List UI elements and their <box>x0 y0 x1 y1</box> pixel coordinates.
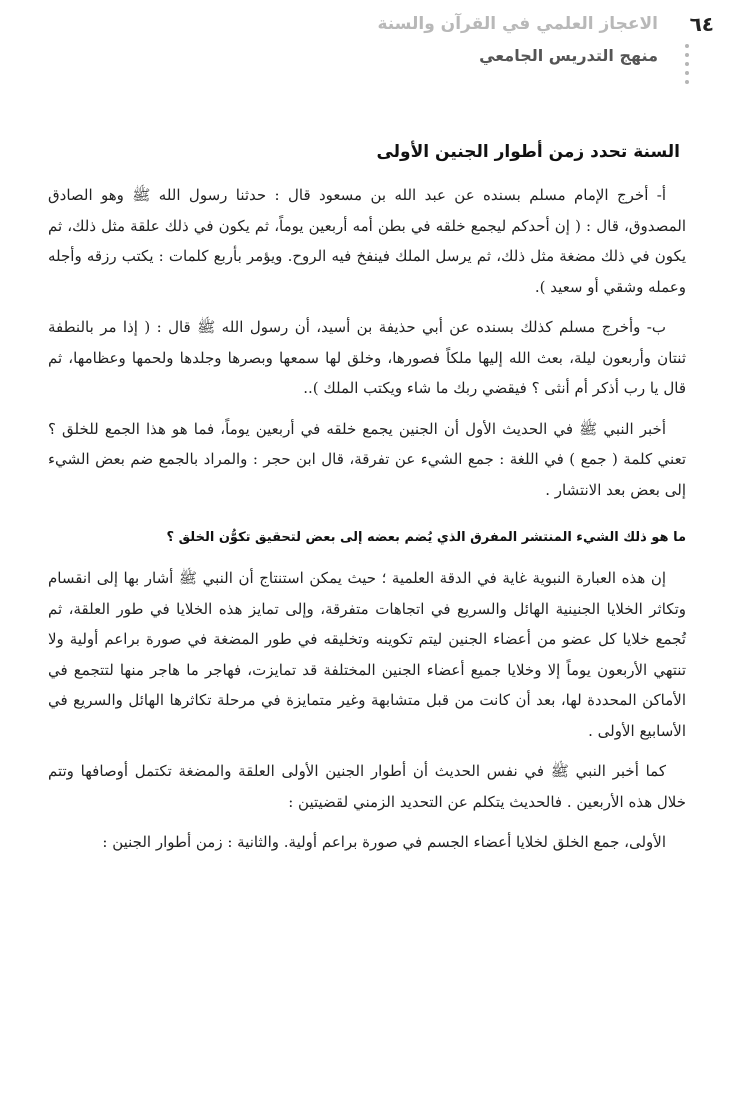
page-body <box>48 138 686 868</box>
paragraph-commentary: أخبر النبي ﷺ في الحديث الأول أن الجنين يجمع خلقه في أربعين يوماً، فما هو هذا الجمع للخلق ؟ تعني كلمة ( جمع ) في اللغة : جمع الشيء عن تفرقة، قال ابن حجر : والمراد بالجمع ضم بعض الشيء إلى بعض بعد الانتشار . <box>48 419 686 499</box>
question-subheading: ما هو ذلك الشيء المنتشر المفرق الذي يُضم بعضه إلى بعض لتحقيق تكوُّن الخلق ؟ <box>166 530 686 545</box>
paragraph-explanation: إن هذه العبارة النبوية غاية في الدقة العلمية ؛ حيث يمكن استنتاج أن النبي ﷺ أشار بها إلى انقسام وتكاثر الخلايا الجنينية الهائل والسريع في اتجاهات متفرقة، وإلى تمايز هذه الخلايا في طور العلقة، ثم تُجمع خلايا كل عضو من أعضاء الجنين ليتم تكوينه وتخليقه في طور المضغة في صورة براعم أولية ولا تنتهي الأربعون يوماً إلا وخلايا جميع أعضاء الجنين المختلفة قد تمايزت، فهاجر ما هاجر منها لتتجمع في الأماكن المحددة لها، بعد أن كانت من قبل متشابهة وغير متمايزة في مرحلة تكاثرها الهائل والسريع في الأسابيع الأولى . <box>48 569 686 740</box>
paragraph-hadith-a: أ- أخرج الإمام مسلم بسنده عن عبد الله بن مسعود قال : حدثنا رسول الله ﷺ وهو الصادق المصدوق، قال : ( إن أحدكم ليجمع خلقه في بطن أمه أربعين يوماً، ثم يكون في ذلك علقة مثل ذلك، ثم يكون في ذلك مضغة مثل ذلك، ثم يرسل الملك فينفخ فيه الروح. ويؤمر بأربع كلمات : يكتب رزقه وأجله وعمله وشقي أو سعيد ). <box>48 186 686 296</box>
page-header <box>20 12 714 87</box>
page-number: ٦٤ <box>689 12 714 36</box>
section-title: منهج التدريس الجامعي <box>479 46 658 65</box>
paragraph-stages: كما أخبر النبي ﷺ في نفس الحديث أن أطوار الجنين الأولى العلقة والمضغة تكتمل أوصافها وتتم خلال هذه الأربعين . فالحديث يتكلم عن التحديد الزمني لقضيتين : <box>48 762 686 811</box>
paragraph-hadith-b: ب- وأخرج مسلم كذلك بسنده عن أبي حذيفة بن أسيد، أن رسول الله ﷺ قال : ( إذا مر بالنطفة ثنتان وأربعون ليلة، بعث الله إليها ملكاً فصورها، وخلق لها سمعها وبصرها وجلدها ولحمها وعظامها، ثم قال يا رب أذكر أم أنثى ؟ فيقضي ربك ما شاء ويكتب الملك ).. <box>48 318 686 397</box>
paragraph-first-issue: الأولى، جمع الخلق لخلايا أعضاء الجسم في صورة براعم أولية. والثانية : زمن أطوار الجنين : <box>102 833 666 851</box>
running-title: الاعجاز العلمي في القرآن والسنة <box>377 14 658 34</box>
ornament-dots-icon <box>682 44 692 84</box>
chapter-heading: السنة تحدد زمن أطوار الجنين الأولى <box>376 142 680 162</box>
